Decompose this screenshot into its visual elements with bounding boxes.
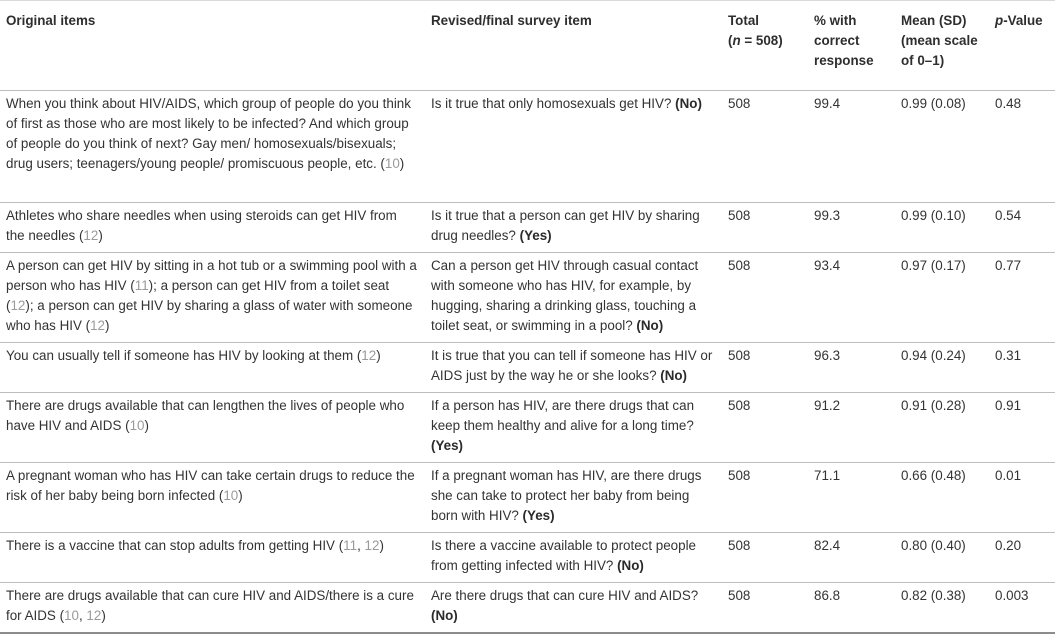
header-mean-sd: Mean (SD) (mean scale of 0–1) bbox=[895, 1, 989, 91]
cell-revised: Is it true that a person can get HIV by sharing drug needles? (Yes) bbox=[425, 203, 722, 253]
cell-pct: 91.2 bbox=[808, 393, 895, 463]
cell-p: 0.31 bbox=[989, 343, 1055, 393]
table-row bbox=[0, 343, 1055, 393]
header-p-value: p-Value bbox=[989, 1, 1055, 91]
correct-answer: (No) bbox=[617, 558, 644, 573]
citation-link[interactable]: 12 bbox=[83, 228, 99, 243]
cell-total: 508 bbox=[722, 533, 808, 583]
cell-mean: 0.99 (0.10) bbox=[895, 203, 989, 253]
cell-original: When you think about HIV/AIDS, which group of people do you think of first as those who are most likely to be infected? And which group of people do you think of next? Gay men/ homosexuals/bisexuals; drug users; teenagers/young people/ promiscuous people, etc. (10) bbox=[0, 91, 425, 203]
cell-total: 508 bbox=[722, 463, 808, 533]
correct-answer: (No) bbox=[431, 608, 458, 623]
header-total: Total (n = 508) bbox=[722, 1, 808, 91]
cell-original: You can usually tell if someone has HIV by looking at them (12) bbox=[0, 343, 425, 393]
citation-link[interactable]: 10 bbox=[64, 608, 79, 623]
correct-answer: (Yes) bbox=[522, 508, 555, 523]
table-row bbox=[0, 533, 1055, 583]
cell-original: A pregnant woman who has HIV can take certain drugs to reduce the risk of her baby being born infected (10) bbox=[0, 463, 425, 533]
cell-total: 508 bbox=[722, 203, 808, 253]
cell-pct: 99.4 bbox=[808, 91, 895, 203]
citation-link[interactable]: 12 bbox=[10, 298, 26, 313]
correct-answer: (Yes) bbox=[519, 228, 552, 243]
citation-link[interactable]: 10 bbox=[223, 488, 239, 503]
citation-link[interactable]: 10 bbox=[384, 156, 400, 171]
citation-link[interactable]: 12 bbox=[364, 538, 380, 553]
header-pct-correct: % with correct response bbox=[808, 1, 895, 91]
citation-link[interactable]: 10 bbox=[129, 418, 145, 433]
cell-original: Athletes who share needles when using steroids can get HIV from the needles (12) bbox=[0, 203, 425, 253]
cell-pct: 99.3 bbox=[808, 203, 895, 253]
cell-total: 508 bbox=[722, 253, 808, 343]
table-row bbox=[0, 203, 1055, 253]
cell-revised: Can a person get HIV through casual contact with someone who has HIV, for example, by hugging, sharing a drinking glass, touching a toilet seat, or swimming in a pool? (No) bbox=[425, 253, 722, 343]
cell-mean: 0.94 (0.24) bbox=[895, 343, 989, 393]
cell-original: There is a vaccine that can stop adults from getting HIV (11, 12) bbox=[0, 533, 425, 583]
cell-pct: 86.8 bbox=[808, 583, 895, 634]
cell-mean: 0.80 (0.40) bbox=[895, 533, 989, 583]
correct-answer: (No) bbox=[636, 318, 664, 333]
cell-revised: If a pregnant woman has HIV, are there drugs she can take to protect her baby from being born with HIV? (Yes) bbox=[425, 463, 722, 533]
cell-revised: Is it true that only homosexuals get HIV? (No) bbox=[425, 91, 722, 203]
cell-revised: If a person has HIV, are there drugs that can keep them healthy and alive for a long time? (Yes) bbox=[425, 393, 722, 463]
table-row bbox=[0, 393, 1055, 463]
cell-mean: 0.91 (0.28) bbox=[895, 393, 989, 463]
table-row bbox=[0, 583, 1055, 634]
correct-answer: (No) bbox=[675, 96, 702, 111]
table-header-row bbox=[0, 1, 1055, 91]
cell-p: 0.54 bbox=[989, 203, 1055, 253]
cell-mean: 0.97 (0.17) bbox=[895, 253, 989, 343]
header-revised-item: Revised/final survey item bbox=[425, 1, 722, 91]
cell-p: 0.48 bbox=[989, 91, 1055, 203]
cell-original: There are drugs available that can cure HIV and AIDS/there is a cure for AIDS (10, 12) bbox=[0, 583, 425, 634]
cell-pct: 71.1 bbox=[808, 463, 895, 533]
cell-pct: 93.4 bbox=[808, 253, 895, 343]
table-row bbox=[0, 463, 1055, 533]
correct-answer: (No) bbox=[660, 368, 688, 383]
citation-link[interactable]: 11 bbox=[134, 278, 149, 293]
header-original-items: Original items bbox=[0, 1, 425, 91]
citation-link[interactable]: 12 bbox=[86, 608, 102, 623]
citation-link[interactable]: 11 bbox=[343, 538, 358, 553]
cell-p: 0.77 bbox=[989, 253, 1055, 343]
cell-pct: 96.3 bbox=[808, 343, 895, 393]
table-row bbox=[0, 91, 1055, 203]
cell-revised: Is there a vaccine available to protect people from getting infected with HIV? (No) bbox=[425, 533, 722, 583]
cell-mean: 0.99 (0.08) bbox=[895, 91, 989, 203]
cell-mean: 0.82 (0.38) bbox=[895, 583, 989, 634]
cell-total: 508 bbox=[722, 583, 808, 634]
cell-total: 508 bbox=[722, 91, 808, 203]
cell-original: There are drugs available that can lengthen the lives of people who have HIV and AIDS (10) bbox=[0, 393, 425, 463]
cell-pct: 82.4 bbox=[808, 533, 895, 583]
citation-link[interactable]: 12 bbox=[90, 318, 106, 333]
cell-revised: It is true that you can tell if someone has HIV or AIDS just by the way he or she looks? (No) bbox=[425, 343, 722, 393]
citation-link[interactable]: 12 bbox=[361, 348, 377, 363]
cell-original: A person can get HIV by sitting in a hot tub or a swimming pool with a person who has HIV (11); a person can get HIV from a toilet seat (12); a person can get HIV by sharing a glass of water with someone who has HIV (12) bbox=[0, 253, 425, 343]
correct-answer: (Yes) bbox=[431, 438, 464, 453]
cell-revised: Are there drugs that can cure HIV and AIDS? (No) bbox=[425, 583, 722, 634]
cell-mean: 0.66 (0.48) bbox=[895, 463, 989, 533]
cell-total: 508 bbox=[722, 343, 808, 393]
table-row bbox=[0, 253, 1055, 343]
cell-p: 0.003 bbox=[989, 583, 1055, 634]
cell-total: 508 bbox=[722, 393, 808, 463]
cell-p: 0.01 bbox=[989, 463, 1055, 533]
cell-p: 0.20 bbox=[989, 533, 1055, 583]
cell-p: 0.91 bbox=[989, 393, 1055, 463]
